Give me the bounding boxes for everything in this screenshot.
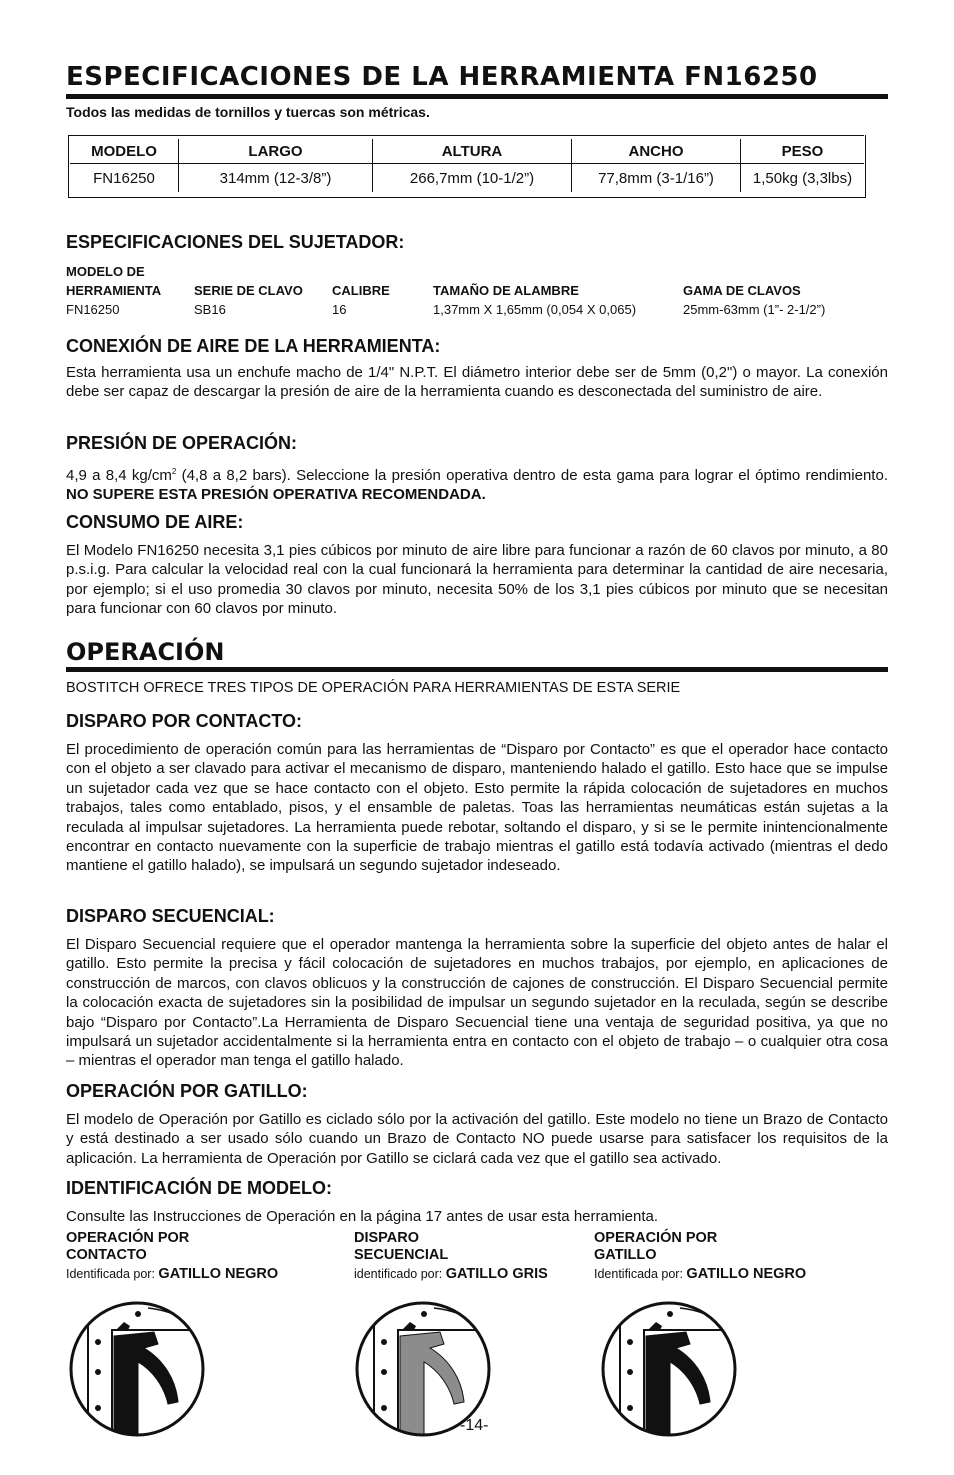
figure-by-label: Identificada por: [594,1267,687,1281]
fastener-col-header: GAMA DE CLAVOS [683,283,801,298]
figure-caption-sequential [354,1230,548,1284]
rivet-icon [421,1311,427,1317]
figure-caption-contact [66,1230,278,1284]
header-peso: PESO [741,139,865,164]
figure-trigger-name: GATILLO NEGRO [686,1266,807,1282]
rivet-icon [627,1405,633,1411]
table-header-row [70,139,864,164]
fastener-col-header: TAMAÑO DE ALAMBRE [433,283,579,298]
cell-ancho: 77,8mm (3-1/16”) [572,164,741,193]
cell-altura: 266,7mm (10-1/2”) [373,164,572,193]
rivet-icon [95,1339,101,1345]
cell-modelo: FN16250 [93,169,155,187]
fastener-col-series [194,281,303,319]
figure-contact-trigger-black [68,1300,206,1438]
sequential-trip-heading: DISPARO SECUENCIAL: [66,906,275,926]
cell-largo: 314mm (12-3/8”) [179,164,373,193]
rivet-icon [95,1369,101,1375]
figure-trigger-name: GATILLO GRIS [445,1266,548,1282]
figure-title-line2: CONTACTO [66,1247,147,1263]
figure-title-line2: SECUENCIAL [354,1247,449,1263]
operation-intro: BOSTITCH OFRECE TRES TIPOS DE OPERACIÓN PARA HERRAMIENTAS DE ESTA SERIE [66,680,681,696]
operation-title: OPERACIÓN [66,637,888,672]
air-connection-heading: CONEXIÓN DE AIRE DE LA HERRAMIENTA: [66,336,441,356]
fastener-heading: ESPECIFICACIONES DEL SUJETADOR: [66,232,405,252]
figure-by-label: identificado por: [354,1267,446,1281]
header-largo: LARGO [179,139,373,164]
fastener-col-header: HERRAMIENTA [66,283,162,298]
page-number: -14- [460,1417,489,1434]
fastener-col-value: SB16 [194,302,226,317]
figure-trigger-name: GATILLO NEGRO [158,1266,279,1282]
contact-trip-heading: DISPARO POR CONTACTO: [66,711,303,731]
sequential-trip-text: El Disparo Secuencial requiere que el operador mantenga la herramienta sobre la superficie del objeto antes de halar el gatillo. Esto permite la precisa y fácil colocación de sujetadores en muchos trabajos, por ejemplo, en aplicaciones de construcción de marcos, con clavos oblicuos y la construcción de cajones de construcción. El Disparo Secuencial permite la colocación exacta de sujetadores sin la posibilidad de impulsar un segundo sujetador en la reculada, según se describe bajo “Disparo por Contacto”.La Herramienta de Disparo Secuencial tiene una ventaja de seguridad positiva, ya que no impulsará un sujetador accidentalmente si la herramienta entra en contacto con el objeto de trabajo – o cualquier otra cosa – mientras el operador man tenga el gatillo halado. [66,936,888,1070]
figure-identified-by [354,1264,548,1284]
pressure-text [66,462,888,505]
rivet-icon [627,1369,633,1375]
tool-spec-table [70,139,864,192]
figure-title-line1: OPERACIÓN POR [66,1230,190,1246]
figure-caption-trigger [594,1230,806,1284]
cell-peso: 1,50kg (3,3lbs) [741,164,865,193]
rivet-icon [667,1311,673,1317]
table-row [70,164,864,193]
air-consumption-text: El Modelo FN16250 necesita 3,1 pies cúbicos por minuto de aire libre para funcionar a razón de 60 clavos por minuto, a 80 p.s.i.g. Para calcular la velocidad real con la cual funcionará la herramienta para determinar la cantidad de aire necesaria, por ejemplo; si el uso promedia 30 clavos por minuto, necesita 50% de los 3,1 pies cúbicos por minuto que se necesitan para funcionar con 60 clavos por minuto. [66,542,888,618]
fastener-col-wire [433,281,636,319]
air-connection-text: Esta herramienta usa un enchufe macho de 1/4" N.P.T. El diámetro interior debe ser de 5mm (0,2") o mayor. La conexión debe ser capaz de descargar la presión de aire de la herramienta cuando es desconectada del suministro de aire. [66,364,888,401]
fastener-col-range [683,281,825,319]
fastener-col-model [66,262,161,319]
fastener-col-gauge [332,281,390,319]
fastener-col-value: 16 [332,302,347,317]
metric-note: Todos las medidas de tornillos y tuercas son métricas. [66,104,430,120]
fastener-col-header-line1: MODELO DE [66,264,145,279]
air-consumption-heading: CONSUMO DE AIRE: [66,512,244,532]
rivet-icon [95,1405,101,1411]
figure-trigger-trigger-black [600,1300,738,1438]
page-title: ESPECIFICACIONES DE LA HERRAMIENTA FN16250 [66,60,888,99]
pressure-range: 4,9 a 8,4 kg/cm [66,467,172,484]
figure-identified-by [594,1264,806,1284]
pressure-heading: PRESIÓN DE OPERACIÓN: [66,433,298,453]
header-ancho: ANCHO [572,139,741,164]
trigger-operation-heading: OPERACIÓN POR GATILLO: [66,1081,308,1101]
rivet-icon [381,1339,387,1345]
pressure-warning: NO SUPERE ESTA PRESIÓN OPERATIVA RECOMENDADA. [66,486,486,504]
fastener-col-header: SERIE DE CLAVO [194,283,303,298]
contact-trip-text: El procedimiento de operación común para las herramientas de “Disparo por Contacto” es que el operador hace contacto con el objeto a ser clavado para activar el mecanismo de disparo, manteniendo halado el gatillo. Esto hace que se impulse un sujetador cada vez que se hace contacto con el objeto. Esto permite la rápida colocación de sujetadores en muchos trabajos, tales como entablado, pisos, y el ensamble de paletas. Toas las herramientas neumáticas están sujetas a la reculada al impulsar sujetadores. La herramienta puede rebotar, soltando el disparo, y si se le permite inintencionalmente encontrar en contacto nuevamente con la superficie de trabajo mientras el gatillo está todavía activado (mientras el dedo mantiene el gatillo halado), se impulsará un segundo sujetador indeseado. [66,741,888,875]
pressure-body: (4,8 a 8,2 bars). Seleccione la presión operativa dentro de esta gama para lograr el óptimo rendimiento. [176,467,888,484]
header-altura: ALTURA [373,139,572,164]
model-id-text: Consulte las Instrucciones de Operación en la página 17 antes de usar esta herramienta. [66,1208,659,1225]
model-id-heading: IDENTIFICACIÓN DE MODELO: [66,1178,332,1198]
figure-title-line1: OPERACIÓN POR [594,1230,718,1246]
trigger-operation-text: El modelo de Operación por Gatillo es ciclado sólo por la activación del gatillo. Este modelo no tiene un Brazo de Contacto y está destinado a ser usado sólo cuando un Brazo de Contacto NO puede usarse para satisfacer los requisitos de la aplicación. La herramienta de Operación por Gatillo se ciclará cada vez que el gatillo sea activado. [66,1111,888,1167]
fastener-col-value: 1,37mm X 1,65mm (0,054 X 0,065) [433,302,637,317]
fastener-col-value: FN16250 [66,302,120,317]
fastener-col-value: 25mm-63mm (1”- 2-1/2”) [683,302,826,317]
rivet-icon [381,1369,387,1375]
rivet-icon [135,1311,141,1317]
figure-by-label: Identificada por: [66,1267,159,1281]
fastener-col-header: CALIBRE [332,283,390,298]
rivet-icon [627,1339,633,1345]
pressure-unit-sup: 2 [171,467,177,476]
header-modelo: MODELO [70,139,179,164]
figure-title-line2: GATILLO [594,1247,657,1263]
figure-title-line1: DISPARO [354,1230,419,1246]
figure-identified-by [66,1264,278,1284]
rivet-icon [381,1405,387,1411]
